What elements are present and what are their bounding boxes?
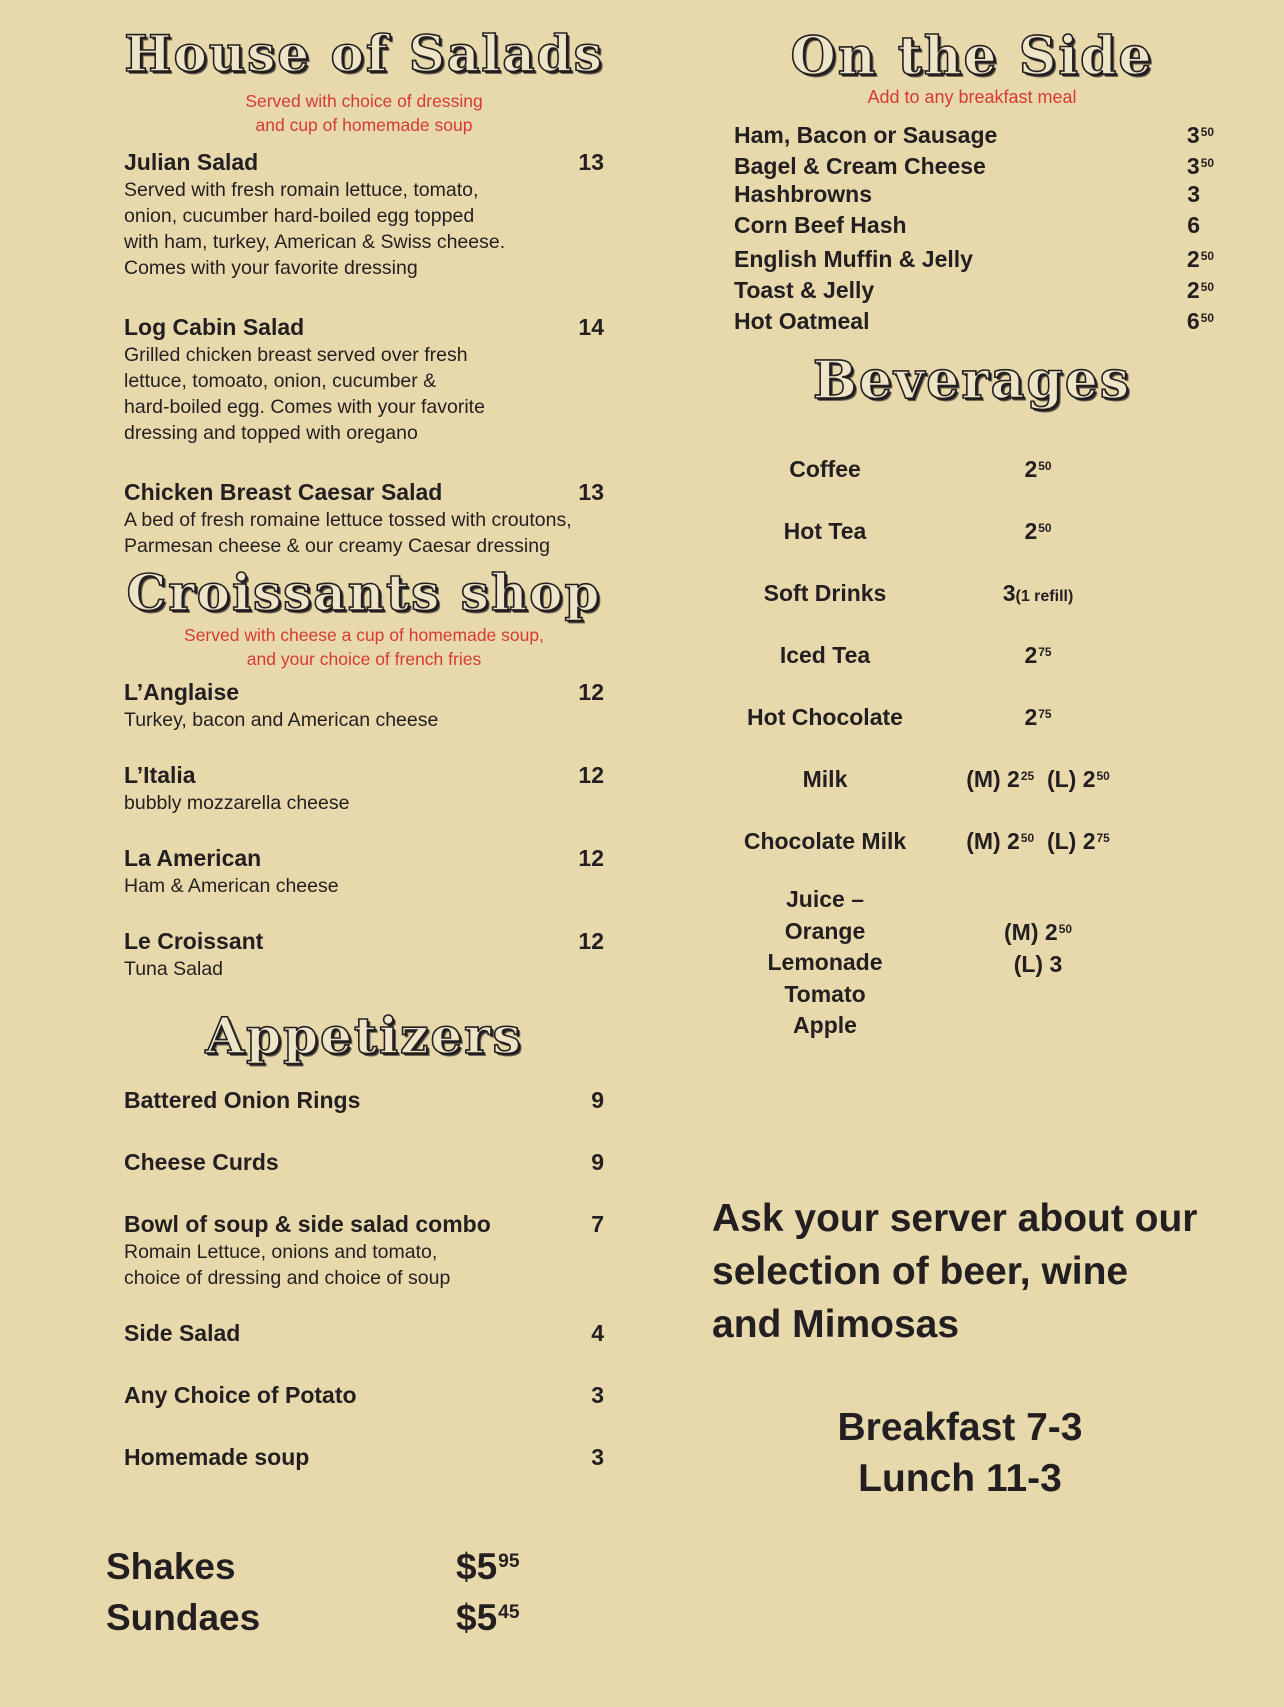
ask-server-note xyxy=(712,1192,1252,1351)
beverage-name: Hot Tea xyxy=(783,517,867,544)
item-name: L’Italia xyxy=(124,762,196,788)
item-price xyxy=(1187,241,1214,274)
beverage-price xyxy=(928,642,1148,669)
appetizers-title: Appetizers xyxy=(205,1006,523,1065)
item-price: 4 xyxy=(591,1319,604,1346)
price-cents: 50 xyxy=(1058,922,1072,937)
beverages-title: Beverages xyxy=(812,349,1132,411)
desc-line: Parmesan cheese & our creamy Caesar dressing xyxy=(124,534,550,557)
item-price: 14 xyxy=(578,313,604,340)
price-whole: 2 xyxy=(1186,245,1200,272)
beverage-name: Coffee xyxy=(789,455,861,482)
croissants-note-line: Served with cheese a cup of homemade soup, xyxy=(184,625,544,645)
juice-line: Apple xyxy=(793,1012,857,1039)
beverage-item xyxy=(712,624,1232,686)
price-whole: 2 xyxy=(1024,455,1038,482)
ask-line: selection of beer, wine xyxy=(712,1250,1129,1293)
price-large: (L) 2 xyxy=(1046,827,1096,854)
price-large: (L) 2 xyxy=(1046,765,1096,792)
item-name: La American xyxy=(124,845,262,871)
side-item xyxy=(734,210,1214,241)
price-cents: 50 xyxy=(1020,830,1035,845)
beverage-item xyxy=(712,438,1232,500)
menu-item xyxy=(124,1380,604,1442)
desc-line: hard-boiled egg. Comes with your favorite xyxy=(124,395,485,418)
hours-line: Lunch 11-3 xyxy=(858,1457,1062,1500)
item-price xyxy=(1187,148,1214,181)
item-name: Hashbrowns xyxy=(734,180,873,207)
price-cents: 50 xyxy=(1096,768,1110,783)
item-price: 7 xyxy=(591,1210,604,1237)
salads-note-line: Served with choice of dressing xyxy=(245,90,483,111)
price-whole: 2 xyxy=(1024,703,1038,730)
item-price xyxy=(1187,210,1214,240)
price-cents: 75 xyxy=(1038,644,1052,659)
item-description xyxy=(124,1239,604,1291)
item-price: 9 xyxy=(591,1148,604,1175)
juice-line: Tomato xyxy=(784,980,866,1007)
price-medium: (M) 2 xyxy=(966,827,1020,854)
item-price: 13 xyxy=(578,148,604,175)
croissants-title: Croissants shop xyxy=(126,562,602,622)
salads-note xyxy=(124,89,604,137)
right-column xyxy=(712,26,1232,1042)
item-name: Homemade soup xyxy=(124,1443,310,1470)
menu-item-litalia xyxy=(124,760,604,816)
price-whole: 2 xyxy=(1024,517,1038,544)
item-price xyxy=(1187,303,1214,336)
beverage-price xyxy=(928,704,1148,731)
desc-line: Romain Lettuce, onions and tomato, xyxy=(124,1240,438,1263)
price-cents: 50 xyxy=(1200,279,1214,294)
item-price: 12 xyxy=(578,845,604,871)
side-item xyxy=(734,148,1214,179)
item-description: Turkey, bacon and American cheese xyxy=(124,709,439,731)
juice-prices xyxy=(928,884,1148,980)
side-list xyxy=(734,117,1214,334)
item-price xyxy=(1187,179,1214,209)
price-whole: 3 xyxy=(1186,121,1200,148)
appetizers-list xyxy=(124,1085,604,1504)
opening-hours xyxy=(780,1402,1140,1504)
menu-item-log-cabin-salad xyxy=(124,312,604,446)
item-description xyxy=(124,342,604,446)
price-cents: 45 xyxy=(498,1602,520,1624)
item-name: Ham, Bacon or Sausage xyxy=(734,121,998,148)
price-cents: 75 xyxy=(1038,706,1052,721)
side-note: Add to any breakfast meal xyxy=(867,86,1077,107)
price-dollars: $5 xyxy=(456,1597,498,1638)
item-name: Le Croissant xyxy=(124,928,264,954)
beverage-price xyxy=(928,456,1148,483)
side-item xyxy=(734,117,1214,148)
item-name: Any Choice of Potato xyxy=(124,1381,357,1408)
item-price: 12 xyxy=(578,679,604,705)
item-name: L’Anglaise xyxy=(124,679,240,705)
price-whole: 2 xyxy=(1024,641,1038,668)
menu-item-la-american xyxy=(124,843,604,899)
beverage-item xyxy=(712,500,1232,562)
juice-line: Lemonade xyxy=(767,949,883,976)
beverage-price xyxy=(928,580,1148,607)
beverage-name: Hot Chocolate xyxy=(747,703,903,730)
price-dollars: $5 xyxy=(456,1546,498,1587)
item-description: Tuna Salad xyxy=(124,958,224,980)
desc-line: Grilled chicken breast served over fresh xyxy=(124,343,468,366)
price-cents: 50 xyxy=(1038,520,1052,535)
item-description xyxy=(124,177,604,281)
item-price: 13 xyxy=(578,478,604,505)
item-name: Chicken Breast Caesar Salad xyxy=(124,478,443,505)
desc-line: A bed of fresh romaine lettuce tossed with croutons, xyxy=(124,508,572,531)
item-name: Log Cabin Salad xyxy=(124,313,305,340)
beverage-price xyxy=(928,766,1148,793)
beverages-list xyxy=(712,438,1232,1042)
desc-line: Comes with your favorite dressing xyxy=(124,256,418,279)
menu-item xyxy=(124,1209,604,1318)
price-medium: (M) 2 xyxy=(1004,919,1058,946)
price-whole: 3 xyxy=(1002,579,1016,606)
item-description xyxy=(124,507,604,559)
item-name: Corn Beef Hash xyxy=(734,211,907,238)
side-item xyxy=(734,303,1214,334)
dessert-price xyxy=(456,1546,546,1588)
price-note: (1 refill) xyxy=(1015,587,1074,605)
juice-line: Juice – xyxy=(786,886,864,913)
price-whole: 3 xyxy=(1186,152,1200,179)
dessert-sundaes xyxy=(106,1597,546,1639)
beverage-name: Iced Tea xyxy=(779,641,871,668)
juice-line: Orange xyxy=(784,917,866,944)
item-description: Ham & American cheese xyxy=(124,875,339,897)
menu-item xyxy=(124,1147,604,1209)
dessert-name: Sundaes xyxy=(106,1597,261,1638)
desc-line: onion, cucumber hard-boiled egg topped xyxy=(124,204,475,227)
beverage-item xyxy=(712,748,1232,810)
beverage-name: Milk xyxy=(802,765,848,792)
item-price xyxy=(1187,272,1214,305)
price-cents: 75 xyxy=(1096,830,1110,845)
item-name: Side Salad xyxy=(124,1319,241,1346)
beverage-item-juice xyxy=(712,884,1232,1042)
hours-line: Breakfast 7-3 xyxy=(837,1406,1083,1449)
ask-line: Ask your server about our xyxy=(712,1197,1198,1240)
item-price xyxy=(1187,117,1214,150)
price-cents: 50 xyxy=(1038,458,1052,473)
side-item xyxy=(734,179,1214,210)
left-column xyxy=(124,24,604,1504)
price-large: (L) 3 xyxy=(1013,950,1063,977)
price-cents: 25 xyxy=(1020,768,1035,783)
dessert-price xyxy=(456,1597,546,1639)
menu-item-langlaise xyxy=(124,677,604,733)
item-price: 9 xyxy=(591,1086,604,1113)
price-whole: 3 xyxy=(1187,180,1200,207)
side-item xyxy=(734,241,1214,272)
item-description: bubbly mozzarella cheese xyxy=(124,792,350,814)
desc-line: Served with fresh romain lettuce, tomato, xyxy=(124,178,479,201)
beverage-price xyxy=(928,518,1148,545)
item-name: Battered Onion Rings xyxy=(124,1086,361,1113)
item-name: Hot Oatmeal xyxy=(734,307,870,334)
beverage-item xyxy=(712,686,1232,748)
salads-title: House of Salads xyxy=(124,24,604,83)
item-price: 12 xyxy=(578,928,604,954)
item-name: Toast & Jelly xyxy=(734,276,875,303)
item-price: 3 xyxy=(591,1381,604,1408)
price-whole: 2 xyxy=(1186,276,1200,303)
salads-note-line: and cup of homemade soup xyxy=(255,114,473,135)
desc-line: lettuce, tomoato, onion, cucumber & xyxy=(124,369,437,392)
menu-item xyxy=(124,1085,604,1147)
beverage-item xyxy=(712,562,1232,624)
menu-item xyxy=(124,1442,604,1504)
item-price: 12 xyxy=(578,762,604,788)
desc-line: choice of dressing and choice of soup xyxy=(124,1266,451,1289)
menu-item xyxy=(124,1318,604,1380)
item-name: Bowl of soup & side salad combo xyxy=(124,1210,491,1237)
dessert-shakes xyxy=(106,1546,546,1588)
croissants-note-line: and your choice of french fries xyxy=(246,649,482,669)
menu-item-le-croissant xyxy=(124,926,604,982)
price-whole: 6 xyxy=(1186,307,1200,334)
price-cents: 50 xyxy=(1200,310,1214,325)
price-cents: 50 xyxy=(1200,124,1214,139)
side-title: On the Side xyxy=(790,26,1154,87)
price-cents: 50 xyxy=(1200,155,1214,170)
desc-line: with ham, turkey, American & Swiss cheese. xyxy=(124,230,506,253)
beverage-name: Chocolate Milk xyxy=(743,827,907,854)
item-name: Bagel & Cream Cheese xyxy=(734,152,986,179)
ask-line: and Mimosas xyxy=(712,1303,960,1346)
dessert-name: Shakes xyxy=(106,1546,236,1587)
menu-item-caesar-salad xyxy=(124,477,604,559)
side-item xyxy=(734,272,1214,303)
item-name: Cheese Curds xyxy=(124,1148,279,1175)
item-name: English Muffin & Jelly xyxy=(734,245,973,272)
item-name: Julian Salad xyxy=(124,148,259,175)
juice-names xyxy=(742,884,908,1042)
menu-item-julian-salad xyxy=(124,147,604,281)
price-medium: (M) 2 xyxy=(966,765,1020,792)
beverage-price xyxy=(928,828,1148,855)
price-cents: 50 xyxy=(1200,248,1214,263)
beverage-name: Soft Drinks xyxy=(763,579,887,606)
beverage-item xyxy=(712,810,1232,872)
price-whole: 6 xyxy=(1187,211,1200,238)
croissants-note xyxy=(124,623,604,671)
price-cents: 95 xyxy=(498,1551,520,1573)
item-price: 3 xyxy=(591,1443,604,1470)
desc-line: dressing and topped with oregano xyxy=(124,421,418,444)
